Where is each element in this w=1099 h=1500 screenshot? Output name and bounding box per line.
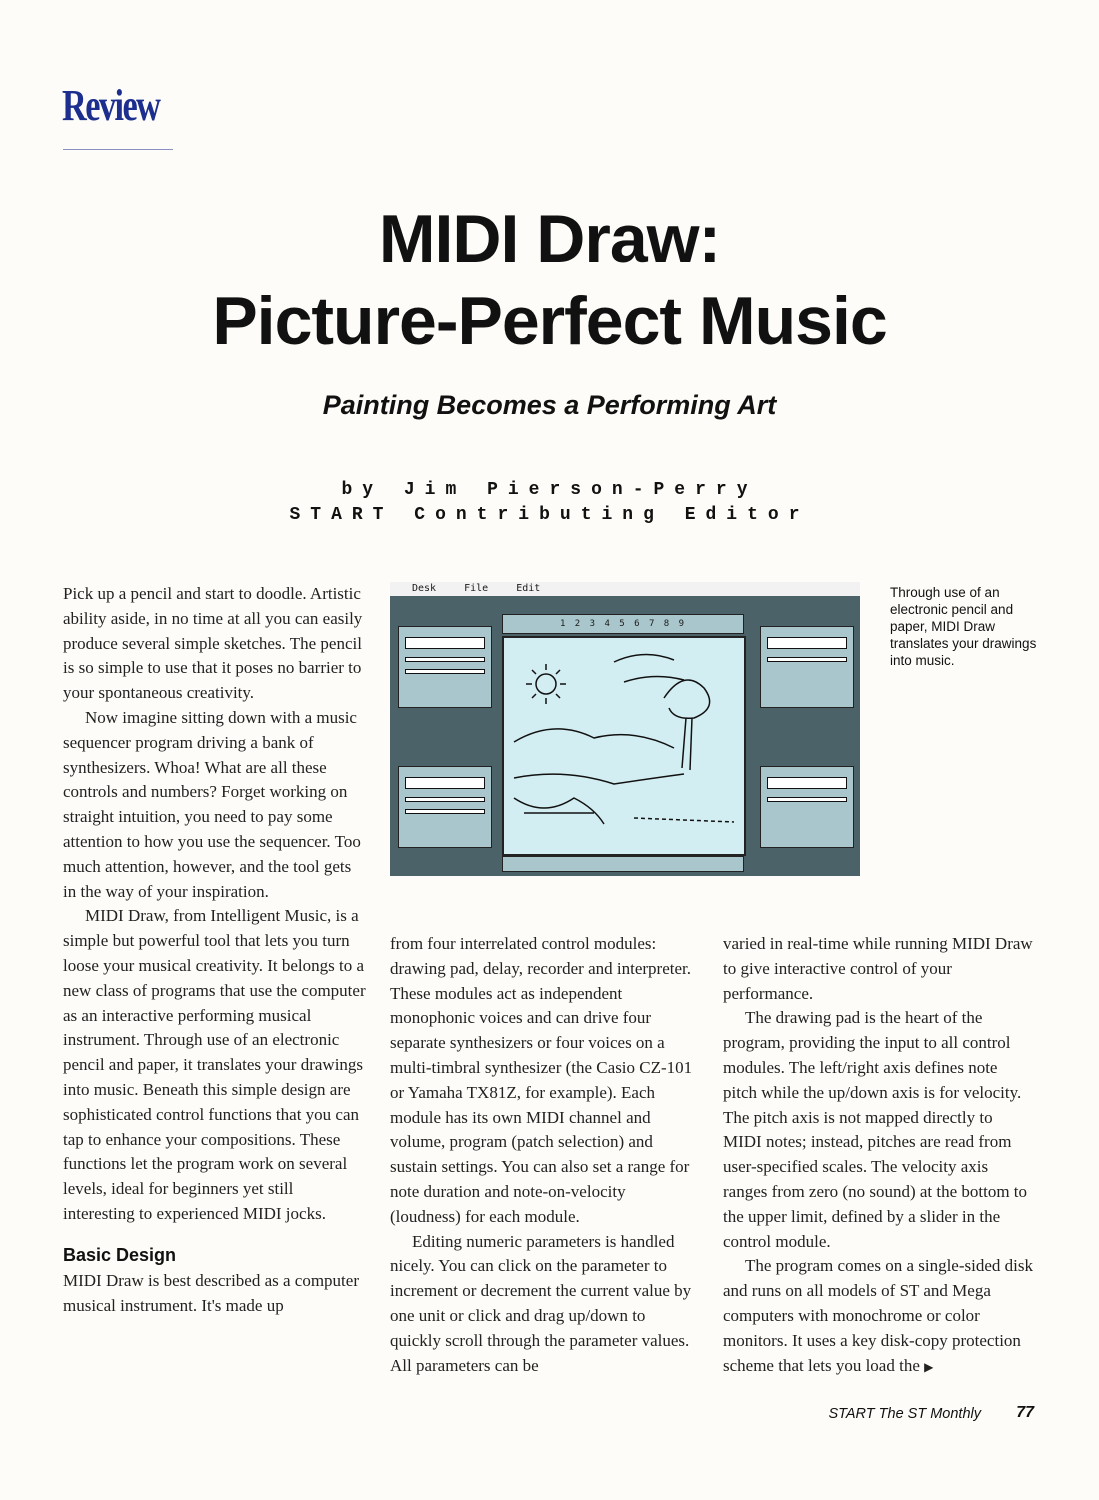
article-title-line-1: MIDI Draw: bbox=[378, 201, 721, 277]
control-module-1 bbox=[398, 626, 492, 708]
duration-slider bbox=[767, 797, 847, 802]
paragraph: MIDI Draw, from Intelligent Music, is a simple but powerful tool that lets you turn loose your musical creativity. It belongs to a new class of programs that use the computer as an interactive performing musical instrument. Through use of an electronic pencil and paper, it translates your drawings into music. Beneath this simple design are sophisticated control functions that you can tap to enhance your compositions. These functions let the program work on several levels, ideal for beginners yet still interesting to experienced MIDI jocks. bbox=[63, 906, 366, 1223]
menu-bar bbox=[390, 582, 860, 596]
column-2 bbox=[390, 932, 700, 1378]
param-readout bbox=[767, 637, 847, 649]
duration-slider bbox=[405, 657, 485, 662]
byline-author: by Jim Pierson-Perry bbox=[341, 480, 758, 500]
menu-edit: Edit bbox=[516, 583, 541, 594]
param-readout bbox=[405, 637, 485, 649]
tonality-bar: 1 2 3 4 5 6 7 8 9 bbox=[502, 614, 744, 634]
param-readout bbox=[767, 777, 847, 789]
control-module-3 bbox=[760, 626, 854, 708]
page-number: 77 bbox=[1016, 1404, 1034, 1421]
duration-slider bbox=[767, 657, 847, 662]
menu-file: File bbox=[464, 583, 489, 594]
drawing-pad bbox=[502, 636, 746, 856]
subhead-basic-design: Basic Design bbox=[63, 1244, 177, 1265]
app-window bbox=[390, 596, 860, 876]
section-rule bbox=[63, 149, 173, 150]
paragraph: varied in real-time while running MIDI Draw to give interactive control of your performance. bbox=[723, 934, 1033, 1003]
paragraph-text: The program comes on a single-sided disk and runs on all models of ST and Mega computers with monochrome or color monitors. It uses a key disk-copy protection scheme that lets you load the bbox=[723, 1256, 1033, 1375]
footer-magazine: START The ST Monthly bbox=[828, 1406, 981, 1422]
paragraph bbox=[723, 1254, 1033, 1379]
software-screenshot bbox=[390, 582, 860, 876]
section-label: Review bbox=[62, 81, 160, 130]
duration-slider bbox=[405, 797, 485, 802]
paragraph: MIDI Draw is best described as a computer musical instrument. It's made up bbox=[63, 1270, 359, 1315]
paragraph: Now imagine sitting down with a music sequencer program driving a bank of synthesizers. Whoa! What are all these controls and numbers? Forget working on straight intuition, you need to pay some attention to how you use the sequencer. Too much attention, however, and the tool gets in the way of your inspiration. bbox=[63, 707, 361, 901]
control-module-2 bbox=[398, 766, 492, 848]
menu-desk: Desk bbox=[412, 583, 437, 594]
control-module-4 bbox=[760, 766, 854, 848]
param-readout bbox=[405, 777, 485, 789]
article-deck: Painting Becomes a Performing Art bbox=[322, 390, 777, 420]
velocity-slider bbox=[405, 809, 485, 814]
doodle-drawing bbox=[504, 638, 744, 854]
paragraph: from four interrelated control modules: drawing pad, delay, recorder and interpreter. These modules act as independent monophonic voices and can drive four separate synthesizers or four voices on a multi-timbral synthesizer (the Casio CZ-101 or Yamaha TX81Z, for example). Each module has its own MIDI channel and volume, program (patch selection) and sustain settings. You can also set a range for note duration and note-on-velocity (loudness) for each module. bbox=[390, 934, 693, 1226]
byline-role: START Contributing Editor bbox=[289, 505, 810, 525]
column-3 bbox=[723, 932, 1033, 1379]
paragraph: The drawing pad is the heart of the program, providing the input to all control modules. The left/right axis defines note pitch while the up/down axis is for velocity. The pitch axis is not mapped directly to MIDI notes; instead, pitches are read from user-specified scales. The velocity axis ranges from zero (no sound) at the bottom to the upper limit, defined by a slider in the control module. bbox=[723, 1008, 1028, 1251]
article-title-line-2: Picture-Perfect Music bbox=[212, 283, 887, 359]
scale-keys bbox=[502, 856, 744, 872]
continued-arrow-icon: ▶ bbox=[924, 1359, 934, 1374]
column-1 bbox=[63, 582, 368, 1318]
paragraph: Editing numeric parameters is handled nicely. You can click on the parameter to increment or decrement the current value by one unit or click and drag up/down to quickly scroll through the parameter values. All parameters can be bbox=[390, 1231, 692, 1375]
figure-caption: Through use of an electronic pencil and paper, MIDI Draw translates your drawings into music. bbox=[890, 585, 1037, 668]
velocity-slider bbox=[405, 669, 485, 674]
paragraph: Pick up a pencil and start to doodle. Artistic ability aside, in no time at all you can easily produce several simple sketches. The pencil is so simple to use that it poses no barrier to your spontaneous creativity. bbox=[63, 584, 363, 703]
